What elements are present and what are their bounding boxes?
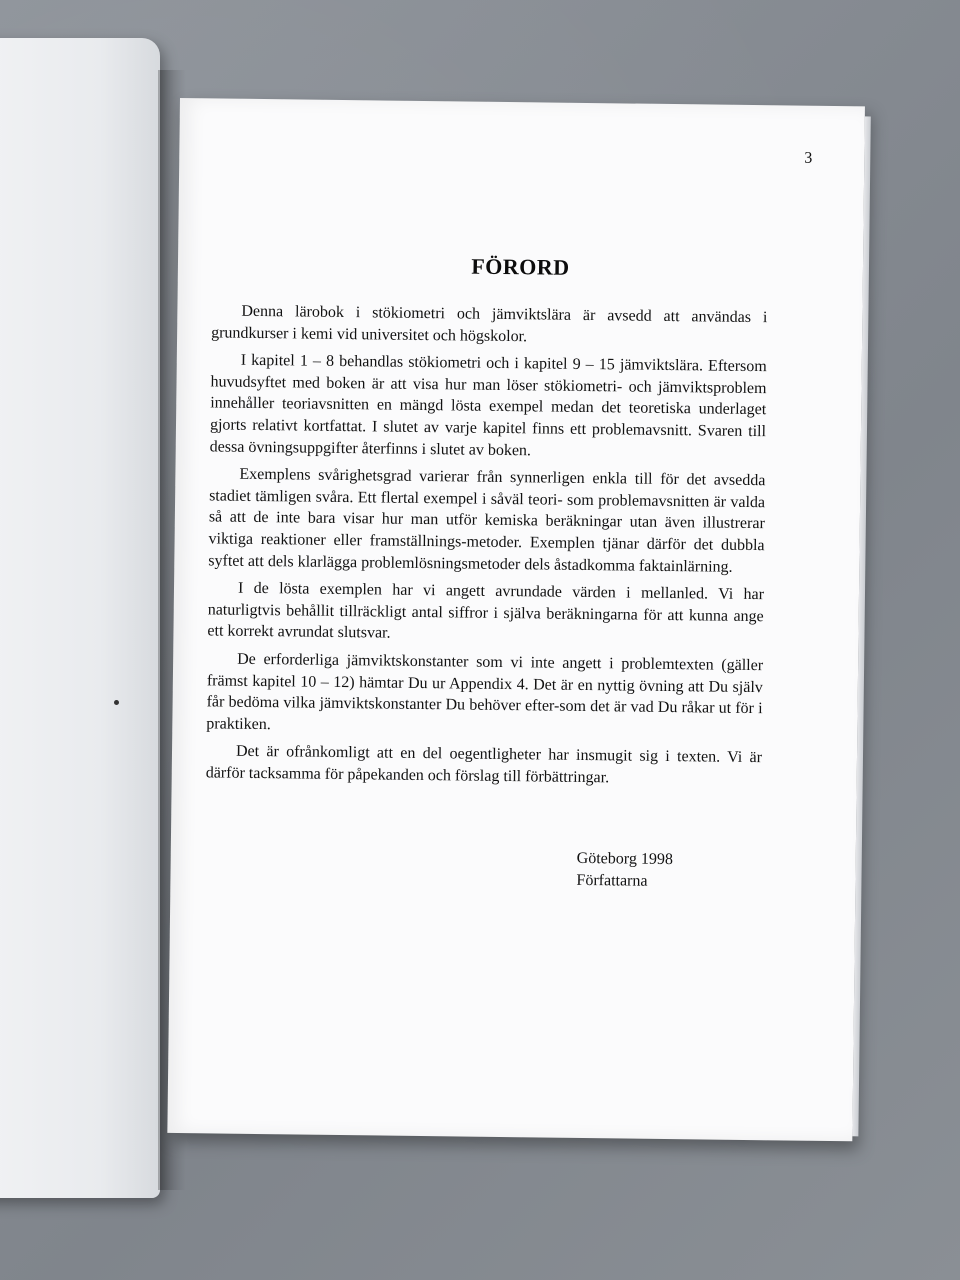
paragraph: Det är ofrånkomligt att en del oegentligheter har insmugit sig i texten. Vi är därför tacksamma för påpekanden och förslag till förbättringar. [205,743,763,787]
facing-page [0,38,160,1198]
signature-block [576,848,673,893]
paragraph: Denna lärobok i stökiometri och jämviktslära är avsedd att användas i grundkurser i kemi vid universitet och högskolor. [211,302,768,345]
paragraph: I de lösta exemplen har vi angett avrundade värden i mellanled. Vi har naturligtvis behållit tillräckligt antal siffror i själva beräkningarna för att kunna ange ett korrekt avrundat slutsvar. [207,579,765,642]
page-title: FÖRORD [471,253,570,280]
signature-authors: Författarna [576,871,648,890]
page-number: 3 [804,149,813,167]
paragraph: Exemplens svårighetsgrad varierar från synnerligen enkla till för det avsedda stadiet tämligen svåra. Ett flertal exempel i såväl teori- som problemavsnitten är valda så att de inte bara visar hur man utför kemiska beräkningar utan även illustrerar viktiga reaktioner eller framställnings-metoder. Exemplen tjänar därför det dubbla syftet att dels klarlägga problemlösningsmetoder dels åstadkomma faktainlärning. [208,465,766,576]
signature-place-year: Göteborg 1998 [576,849,673,869]
ink-mark [114,700,119,705]
paragraph: I kapitel 1 – 8 behandlas stökiometri och i kapitel 9 – 15 jämviktslära. Eftersom huvudsyftet med boken är att visa hur man löser stökiometri- och jämviktsproblem innehåller teoriavsnitten en mängd lösta exempel medan det teoretiska underlaget gjorts relativt kortfattat. I slutet av varje kapitel finns ett problemavsnitt. Svaren till dessa övningsuppgifter återfinns i slutet av boken. [209,351,767,459]
book-page [167,98,865,1141]
preface-body [206,300,768,796]
paragraph: De erforderliga jämviktskonstanter som vi inte angett i problemtexten (gäller främst kapitel 10 – 12) hämtar Du ur Appendix 4. Det är en nyttig övning att Du själv får bedöma vilka jämviktskonstanter Du behöver efter-som det är vad Du råkar ut för i praktiken. [206,650,764,733]
